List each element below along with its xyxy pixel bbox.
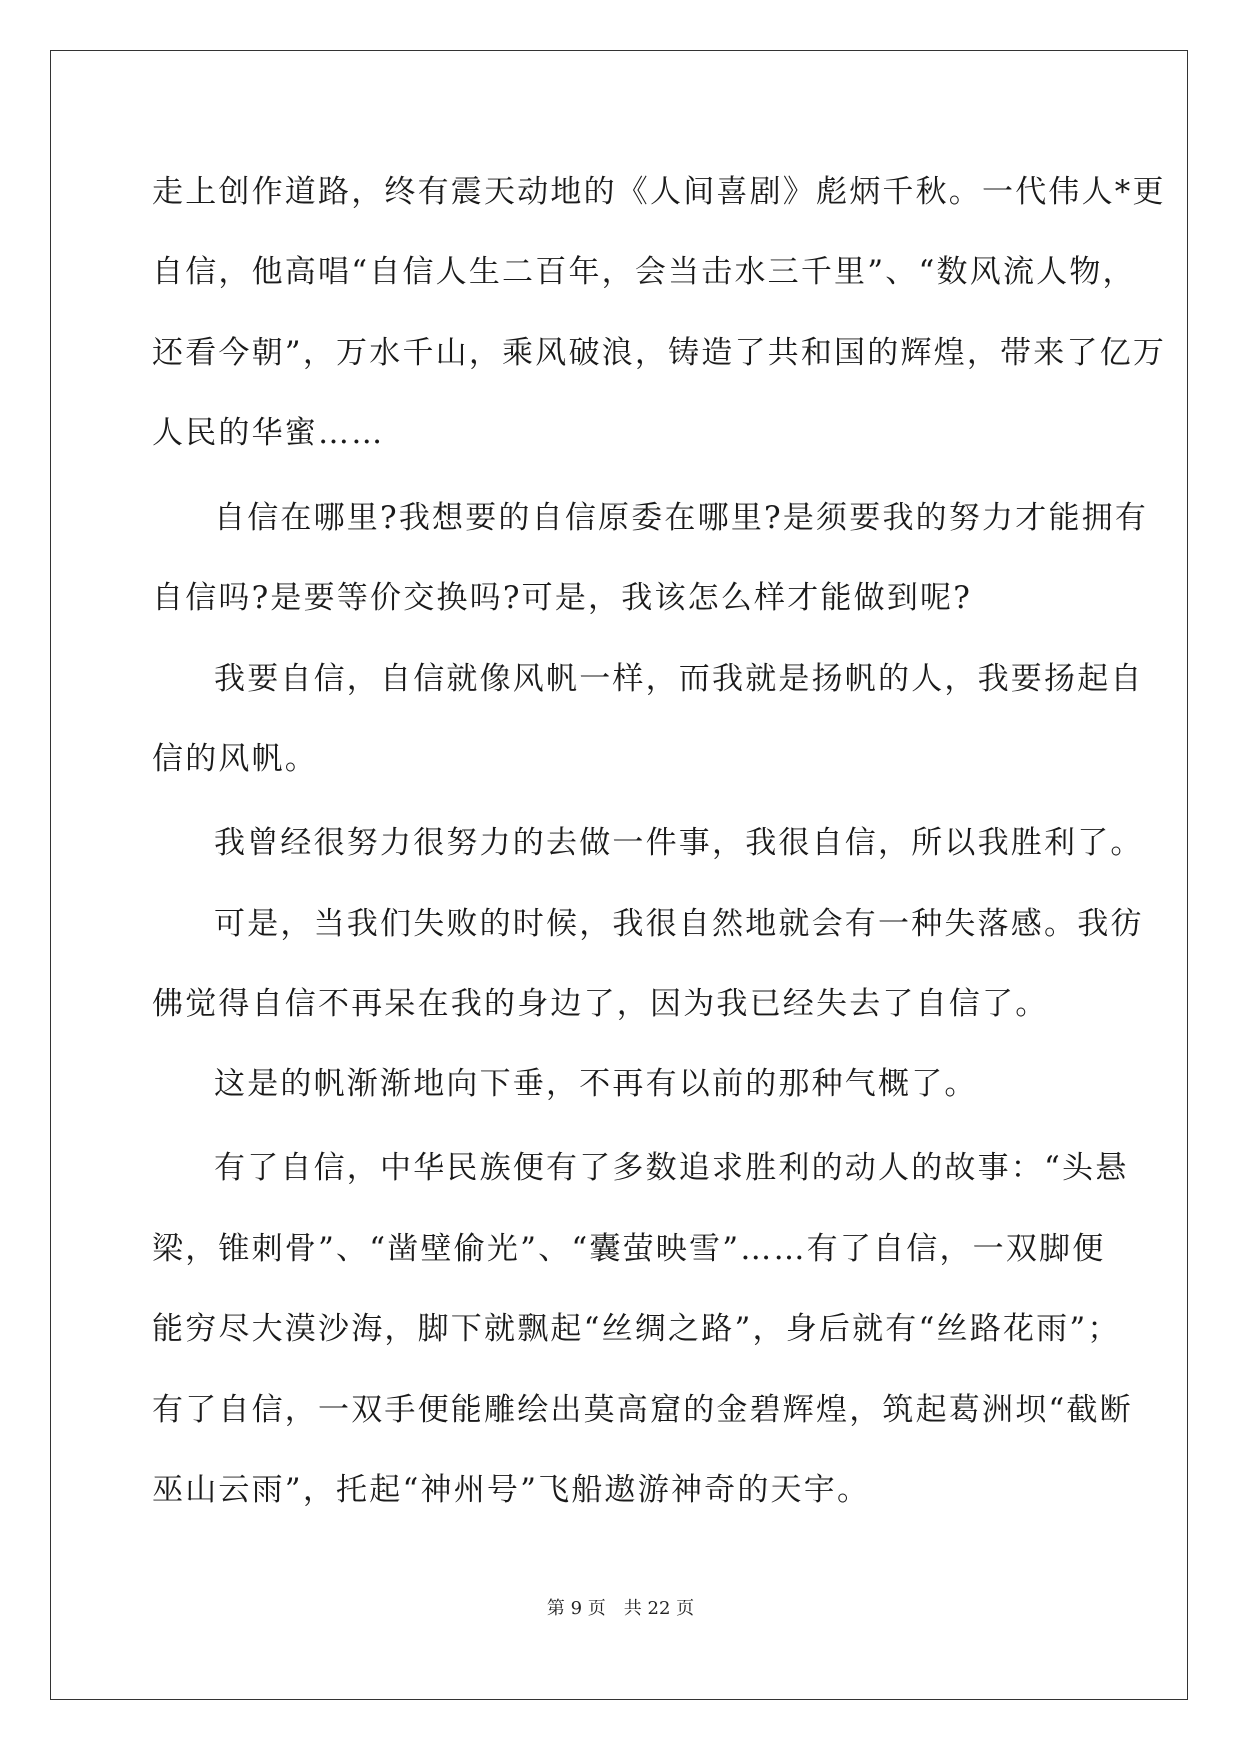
page-border [50,50,1188,1700]
page-number: 第 9 页 共 22 页 [546,1598,695,1619]
text-line: 能穷尽大漠沙海，脚下就飘起“丝绸之路”，身后就有“丝路花雨”； [152,1311,1121,1347]
text-line: 巫山云雨”，托起“神州号”飞船遨游神奇的天宇。 [152,1472,871,1508]
text-line: 还看今朝”，万水千山，乘风破浪，铸造了共和国的辉煌，带来了亿万 [152,335,1167,371]
text-line: 有了自信，一双手便能雕绘出莫高窟的金碧辉煌，筑起葛洲坝“截断 [152,1392,1133,1428]
paragraph-first-line: 可是，当我们失败的时候，我很自然地就会有一种失落感。我彷 [214,906,1144,942]
text-line: 自信，他高唱“自信人生二百年，会当击水三千里”、“数风流人物， [152,254,1136,290]
text-line: 信的风帆。 [152,741,318,777]
paragraph-first-line: 有了自信，中华民族便有了多数追求胜利的动人的故事：“头悬 [214,1150,1129,1186]
text-line: 走上创作道路，终有震天动地的《人间喜剧》彪炳千秋。一代伟人*更 [152,174,1166,210]
paragraph-first-line: 我要自信，自信就像风帆一样，而我就是扬帆的人，我要扬起自 [214,661,1144,697]
paragraph-first-line: 自信在哪里?我想要的自信原委在哪里?是须要我的努力才能拥有 [214,500,1149,536]
text-line: 自信吗?是要等价交换吗?可是，我该怎么样才能做到呢? [152,580,973,616]
text-line: 梁，锥刺骨”、“凿壁偷光”、“囊萤映雪”……有了自信，一双脚便 [152,1231,1106,1267]
text-line: 佛觉得自信不再呆在我的身边了，因为我已经失去了自信了。 [152,986,1049,1022]
paragraph-first-line: 我曾经很努力很努力的去做一件事，我很自信，所以我胜利了。 [214,825,1144,861]
text-line: 人民的华蜜…… [152,415,385,451]
paragraph-first-line: 这是的帆渐渐地向下垂，不再有以前的那种气概了。 [214,1066,978,1102]
